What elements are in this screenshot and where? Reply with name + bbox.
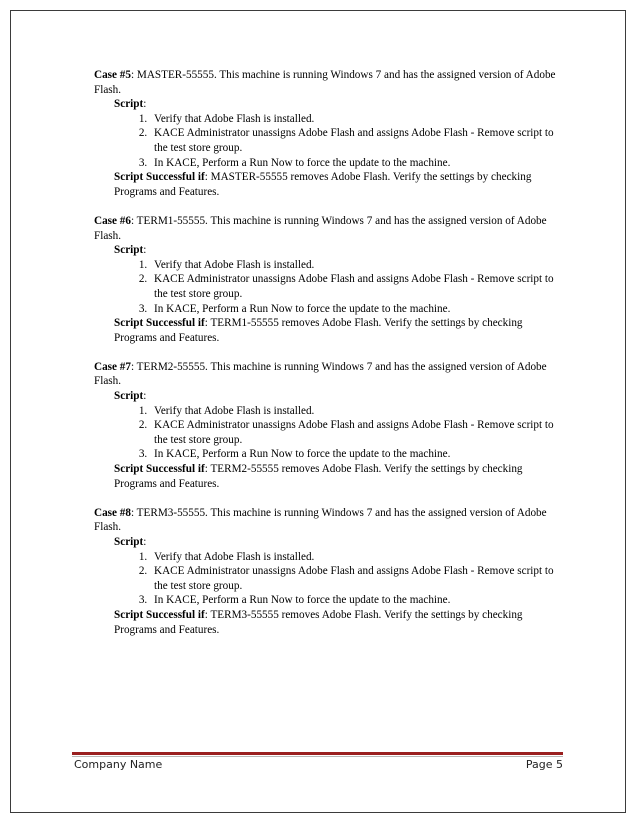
step-item: 1. Verify that Adobe Flash is installed. xyxy=(150,258,564,273)
page-footer xyxy=(74,758,563,771)
success-label: Script Successful if xyxy=(114,608,205,621)
success-text: : TERM3-55555 removes Adobe Flash. Verify the settings by checking Programs and Features. xyxy=(114,608,523,636)
case-label: Case #6 xyxy=(94,214,131,227)
success-criteria xyxy=(94,316,564,345)
case-8 xyxy=(94,506,564,637)
script-heading: Script: xyxy=(114,536,147,548)
case-label: Case #8 xyxy=(94,506,131,519)
case-heading xyxy=(94,506,564,535)
success-criteria xyxy=(94,608,564,637)
case-heading xyxy=(94,360,564,389)
case-label: Case #5 xyxy=(94,69,131,81)
script-heading: Script: xyxy=(114,98,147,111)
case-heading xyxy=(94,68,564,97)
case-7 xyxy=(94,360,564,491)
step-item: 3. In KACE, Perform a Run Now to force the update to the machine. xyxy=(150,302,564,317)
success-label: Script Successful if xyxy=(114,171,205,184)
step-item: 3. In KACE, Perform a Run Now to force the update to the machine. xyxy=(150,447,564,462)
success-label: Script Successful if xyxy=(114,317,205,330)
case-intro: : TERM3-55555. This machine is running Windows 7 and has the assigned version of Adobe Flash. xyxy=(94,506,547,534)
script-heading: Script: xyxy=(114,244,147,257)
step-item: 2. KACE Administrator unassigns Adobe Flash and assigns Adobe Flash - Remove script to the test store group. xyxy=(150,126,564,155)
footer-page-number: Page 5 xyxy=(525,758,563,771)
script-steps xyxy=(94,550,564,608)
case-5 xyxy=(94,68,564,199)
case-heading xyxy=(94,214,564,243)
case-intro: : MASTER-55555. This machine is running Windows 7 and has the assigned version of Adobe Flash. xyxy=(94,69,556,96)
document-body xyxy=(94,68,564,652)
step-item: 1. Verify that Adobe Flash is installed. xyxy=(150,112,564,127)
success-criteria xyxy=(94,170,564,199)
step-item: 2. KACE Administrator unassigns Adobe Flash and assigns Adobe Flash - Remove script to the test store group. xyxy=(150,418,564,447)
case-intro: : TERM2-55555. This machine is running Windows 7 and has the assigned version of Adobe Flash. xyxy=(94,360,547,388)
step-item: 2. KACE Administrator unassigns Adobe Flash and assigns Adobe Flash - Remove script to the test store group. xyxy=(150,272,564,301)
script-label: Script xyxy=(114,536,144,548)
script-steps xyxy=(94,112,564,170)
success-criteria xyxy=(94,462,564,491)
step-item: 2. KACE Administrator unassigns Adobe Flash and assigns Adobe Flash - Remove script to the test store group. xyxy=(150,564,564,593)
footer-company-name: Company Name xyxy=(74,758,163,771)
script-label: Script xyxy=(114,98,144,111)
success-text: : MASTER-55555 removes Adobe Flash. Verify the settings by checking Programs and Features. xyxy=(114,171,532,198)
step-item: 3. In KACE, Perform a Run Now to force the update to the machine. xyxy=(150,593,564,608)
script-heading: Script: xyxy=(114,390,147,403)
success-label: Script Successful if xyxy=(114,463,205,476)
footer-divider-shadow xyxy=(72,756,563,757)
case-label: Case #7 xyxy=(94,360,131,373)
case-intro: : TERM1-55555. This machine is running Windows 7 and has the assigned version of Adobe Flash. xyxy=(94,214,547,242)
step-item: 1. Verify that Adobe Flash is installed. xyxy=(150,550,564,565)
script-steps xyxy=(94,258,564,316)
script-steps xyxy=(94,404,564,462)
success-text: : TERM2-55555 removes Adobe Flash. Verify the settings by checking Programs and Features. xyxy=(114,463,523,490)
success-text: : TERM1-55555 removes Adobe Flash. Verify the settings by checking Programs and Features. xyxy=(114,317,523,344)
step-item: 1. Verify that Adobe Flash is installed. xyxy=(150,404,564,419)
script-label: Script xyxy=(114,244,144,257)
case-6 xyxy=(94,214,564,345)
step-item: 3. In KACE, Perform a Run Now to force the update to the machine. xyxy=(150,156,564,171)
script-label: Script xyxy=(114,390,144,403)
footer-divider xyxy=(72,752,563,755)
